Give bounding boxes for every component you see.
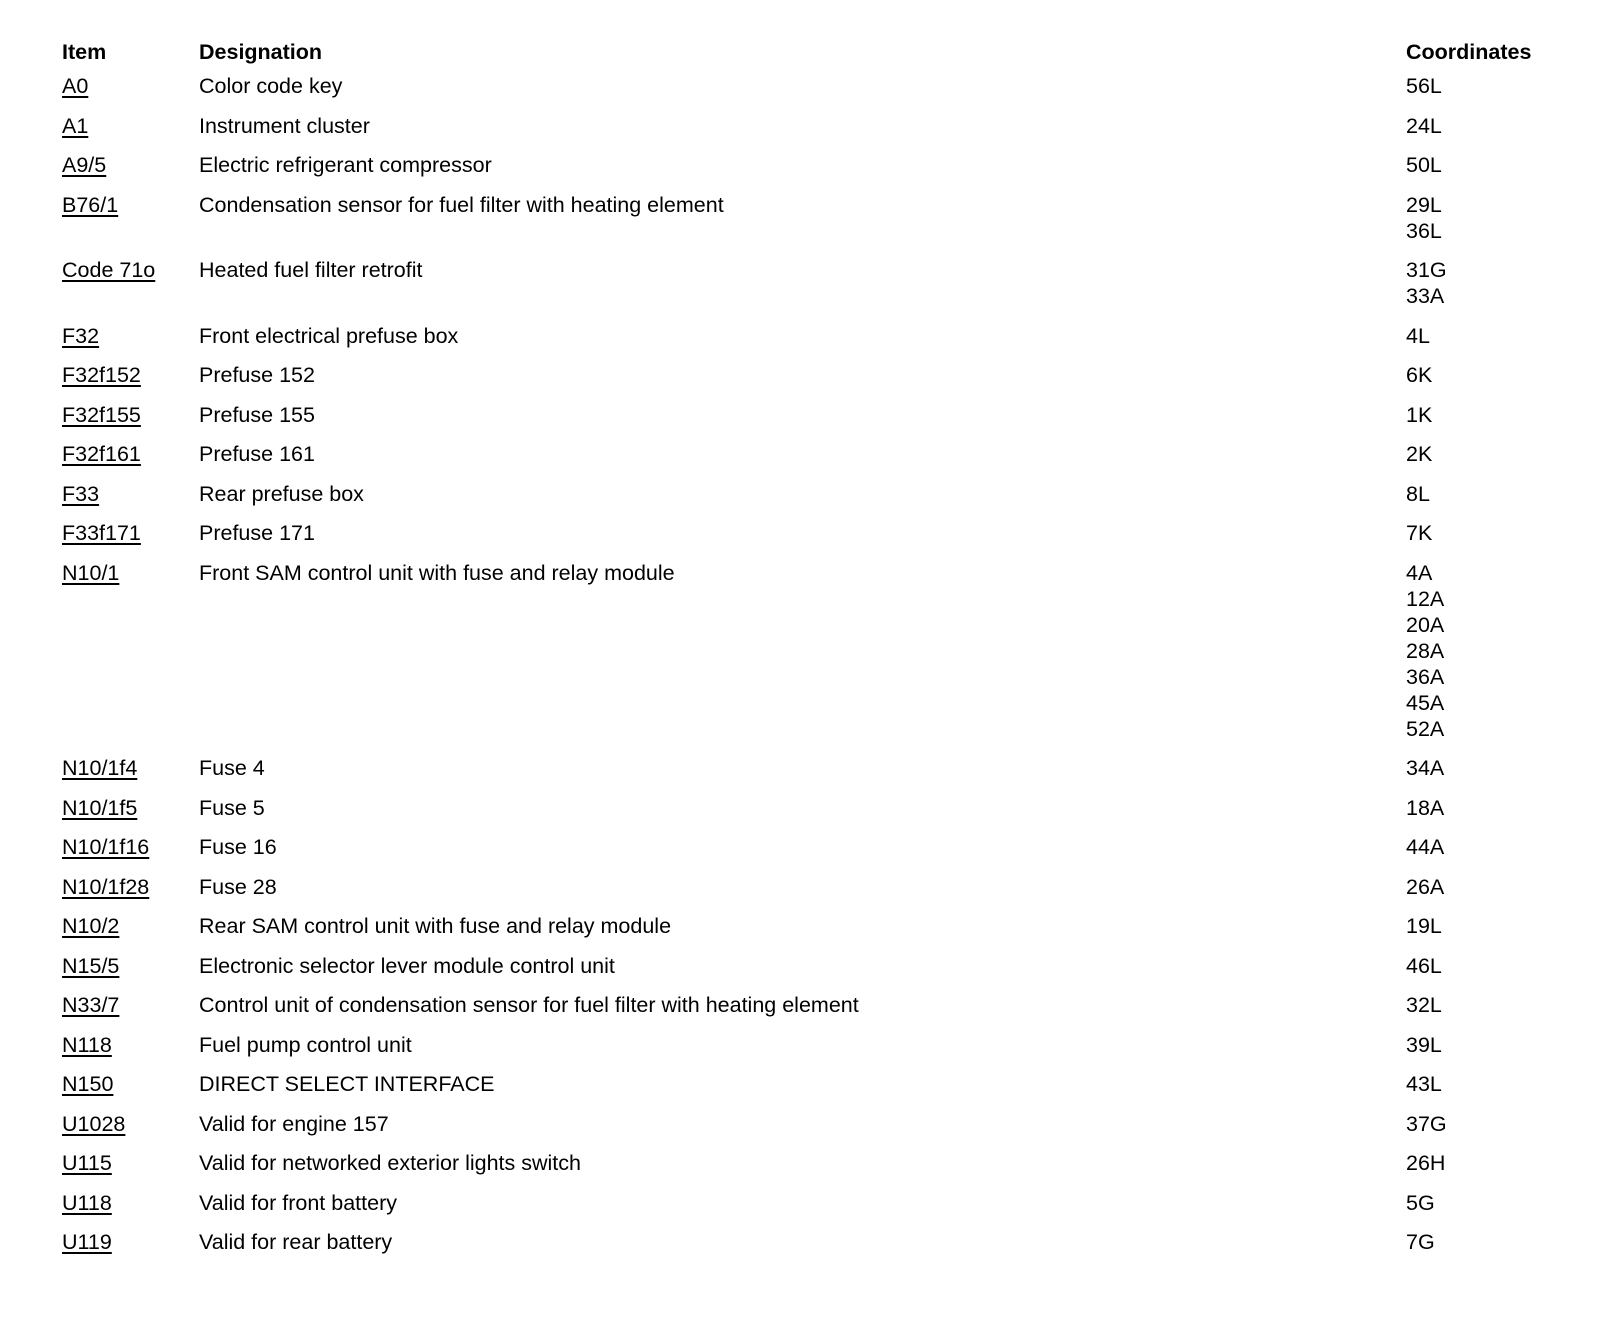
coordinates-cell bbox=[1406, 755, 1562, 795]
item-cell bbox=[62, 992, 199, 1032]
item-cell bbox=[62, 913, 199, 953]
table-row bbox=[62, 560, 1562, 756]
designation-cell: Rear prefuse box bbox=[199, 481, 364, 506]
coordinate-value: 18A bbox=[1406, 795, 1445, 820]
item-link[interactable]: N10/1f4 bbox=[62, 756, 138, 780]
coordinates-cell bbox=[1406, 113, 1562, 153]
item-link[interactable]: N10/1f5 bbox=[62, 795, 138, 820]
item-link[interactable]: N10/1f16 bbox=[62, 835, 150, 859]
item-cell bbox=[62, 402, 199, 442]
item-cell bbox=[62, 441, 199, 481]
coordinate-value: 20A bbox=[1406, 612, 1445, 637]
coordinates-cell bbox=[1406, 481, 1562, 521]
designation-cell: Prefuse 155 bbox=[199, 402, 315, 427]
table-row bbox=[62, 441, 1562, 481]
item-link[interactable]: N10/1 bbox=[62, 560, 120, 585]
table-row bbox=[62, 152, 1562, 192]
coordinates-cell bbox=[1406, 441, 1562, 481]
item-cell bbox=[62, 1190, 199, 1230]
table-row bbox=[62, 755, 1562, 795]
table-row bbox=[62, 192, 1562, 258]
designation-cell: Prefuse 171 bbox=[199, 521, 315, 545]
designation-cell: Valid for rear battery bbox=[199, 1230, 393, 1254]
table-row bbox=[62, 257, 1562, 323]
item-link[interactable]: U118 bbox=[62, 1190, 112, 1215]
coordinates-cell bbox=[1406, 257, 1562, 323]
item-cell bbox=[62, 1229, 199, 1269]
designation-cell: Control unit of condensation sensor for fuel filter with heating element bbox=[199, 993, 859, 1017]
coordinates-cell bbox=[1406, 520, 1562, 560]
item-link[interactable]: F32 bbox=[62, 323, 100, 348]
coordinates-column-header: Coordinates bbox=[1406, 40, 1532, 64]
item-cell bbox=[62, 834, 199, 874]
table-row bbox=[62, 113, 1562, 153]
item-link[interactable]: F32f155 bbox=[62, 402, 141, 427]
table-row bbox=[62, 362, 1562, 402]
coordinate-value: 46L bbox=[1406, 953, 1442, 978]
item-cell bbox=[62, 755, 199, 795]
designation-cell: Fuel pump control unit bbox=[199, 1032, 412, 1057]
designation-cell: Front SAM control unit with fuse and relay module bbox=[199, 560, 675, 585]
item-cell bbox=[62, 113, 199, 153]
coordinates-cell bbox=[1406, 323, 1562, 363]
item-cell bbox=[62, 323, 199, 363]
item-link[interactable]: N33/7 bbox=[62, 993, 120, 1017]
table-row bbox=[62, 834, 1562, 874]
coordinate-value: 33A bbox=[1406, 284, 1445, 308]
coordinates-cell bbox=[1406, 953, 1562, 993]
table-row bbox=[62, 992, 1562, 1032]
designation-cell: Electric refrigerant compressor bbox=[199, 153, 492, 177]
coordinates-cell bbox=[1406, 1150, 1562, 1190]
designation-cell: Valid for engine 157 bbox=[199, 1111, 389, 1136]
coordinates-cell bbox=[1406, 1229, 1562, 1269]
table-row bbox=[62, 402, 1562, 442]
designation-cell: Fuse 5 bbox=[199, 795, 265, 820]
table-row bbox=[62, 953, 1562, 993]
item-cell bbox=[62, 520, 199, 560]
item-cell bbox=[62, 73, 199, 113]
item-link[interactable]: N10/1f28 bbox=[62, 874, 150, 899]
item-link[interactable]: A0 bbox=[62, 74, 89, 98]
coordinate-value: 8L bbox=[1406, 481, 1430, 506]
coordinates-cell bbox=[1406, 992, 1562, 1032]
item-cell bbox=[62, 257, 199, 323]
item-cell bbox=[62, 874, 199, 914]
coordinate-value: 34A bbox=[1406, 756, 1445, 780]
table-row bbox=[62, 481, 1562, 521]
coordinates-cell bbox=[1406, 1190, 1562, 1230]
coordinates-cell bbox=[1406, 73, 1562, 113]
item-cell bbox=[62, 560, 199, 756]
item-cell bbox=[62, 152, 199, 192]
table-row bbox=[62, 874, 1562, 914]
coordinate-value: 28A bbox=[1406, 638, 1445, 663]
table-row bbox=[62, 73, 1562, 113]
designation-cell: Valid for networked exterior lights switch bbox=[199, 1151, 581, 1175]
item-column-header: Item bbox=[62, 40, 107, 64]
coordinate-value: 7K bbox=[1406, 521, 1433, 545]
table-row bbox=[62, 1150, 1562, 1190]
coordinates-cell bbox=[1406, 1032, 1562, 1072]
item-cell bbox=[62, 1071, 199, 1111]
coordinate-value: 12A bbox=[1406, 586, 1445, 611]
coordinate-value: 29L bbox=[1406, 192, 1442, 217]
coordinate-value: 24L bbox=[1406, 113, 1442, 138]
coordinate-value: 56L bbox=[1406, 74, 1442, 98]
table-row bbox=[62, 1032, 1562, 1072]
table-row bbox=[62, 1229, 1562, 1269]
designation-cell: Fuse 16 bbox=[199, 835, 277, 859]
item-cell bbox=[62, 795, 199, 835]
coordinate-value: 31G bbox=[1406, 258, 1447, 282]
designation-cell: Condensation sensor for fuel filter with heating element bbox=[199, 192, 724, 217]
coordinate-value: 4A bbox=[1406, 560, 1433, 585]
coordinates-cell bbox=[1406, 152, 1562, 192]
table-row bbox=[62, 795, 1562, 835]
coordinate-value: 50L bbox=[1406, 153, 1442, 177]
coordinate-value: 52A bbox=[1406, 716, 1445, 741]
coordinate-value: 19L bbox=[1406, 914, 1442, 938]
item-link[interactable]: N15/5 bbox=[62, 953, 120, 978]
coordinate-value: 43L bbox=[1406, 1072, 1442, 1096]
designation-cell: Front electrical prefuse box bbox=[199, 323, 459, 348]
coordinates-cell bbox=[1406, 192, 1562, 258]
coordinates-cell bbox=[1406, 1111, 1562, 1151]
item-link[interactable]: Code 71o bbox=[62, 258, 156, 282]
designation-cell: Rear SAM control unit with fuse and relay module bbox=[199, 914, 672, 938]
item-link[interactable]: F33f171 bbox=[62, 521, 141, 545]
table-row bbox=[62, 913, 1562, 953]
coordinates-cell bbox=[1406, 560, 1562, 756]
coordinate-value: 39L bbox=[1406, 1032, 1442, 1057]
designation-cell: Color code key bbox=[199, 74, 343, 98]
table-row bbox=[62, 323, 1562, 363]
designation-cell: DIRECT SELECT INTERFACE bbox=[199, 1072, 495, 1096]
coordinate-value: 37G bbox=[1406, 1111, 1447, 1136]
item-cell bbox=[62, 1150, 199, 1190]
designation-cell: Instrument cluster bbox=[199, 113, 370, 138]
designation-cell: Fuse 28 bbox=[199, 874, 277, 899]
coordinate-value: 5G bbox=[1406, 1190, 1435, 1215]
designation-cell: Fuse 4 bbox=[199, 756, 265, 780]
table-row bbox=[62, 1071, 1562, 1111]
designation-cell: Prefuse 152 bbox=[199, 363, 315, 387]
item-link[interactable]: U1028 bbox=[62, 1111, 126, 1136]
component-legend-table bbox=[62, 40, 1562, 1269]
item-link[interactable]: U115 bbox=[62, 1151, 112, 1175]
coordinates-cell bbox=[1406, 1071, 1562, 1111]
coordinate-value: 7G bbox=[1406, 1230, 1435, 1254]
item-cell bbox=[62, 1032, 199, 1072]
item-link[interactable]: A9/5 bbox=[62, 153, 107, 177]
coordinate-value: 2K bbox=[1406, 442, 1433, 466]
item-cell bbox=[62, 362, 199, 402]
coordinates-cell bbox=[1406, 913, 1562, 953]
item-link[interactable]: F32f161 bbox=[62, 442, 141, 466]
coordinates-cell bbox=[1406, 795, 1562, 835]
item-link[interactable]: N118 bbox=[62, 1032, 112, 1057]
item-link[interactable]: F32f152 bbox=[62, 363, 141, 387]
coordinate-value: 36A bbox=[1406, 664, 1445, 689]
designation-cell: Valid for front battery bbox=[199, 1190, 397, 1215]
designation-cell: Electronic selector lever module control unit bbox=[199, 953, 615, 978]
designation-column-header: Designation bbox=[199, 40, 323, 64]
coordinate-value: 26A bbox=[1406, 874, 1445, 899]
table-row bbox=[62, 1190, 1562, 1230]
table-row bbox=[62, 1111, 1562, 1151]
item-cell bbox=[62, 953, 199, 993]
coordinate-value: 26H bbox=[1406, 1151, 1446, 1175]
coordinate-value: 6K bbox=[1406, 363, 1433, 387]
coordinates-cell bbox=[1406, 362, 1562, 402]
coordinate-value: 36L bbox=[1406, 218, 1442, 243]
designation-cell: Heated fuel filter retrofit bbox=[199, 258, 423, 282]
coordinate-value: 44A bbox=[1406, 835, 1445, 859]
item-link[interactable]: U119 bbox=[62, 1230, 112, 1254]
item-cell bbox=[62, 192, 199, 258]
item-link[interactable]: A1 bbox=[62, 113, 89, 138]
coordinate-value: 45A bbox=[1406, 690, 1445, 715]
item-link[interactable]: B76/1 bbox=[62, 192, 119, 217]
item-link[interactable]: F33 bbox=[62, 481, 100, 506]
coordinate-value: 4L bbox=[1406, 323, 1430, 348]
designation-cell: Prefuse 161 bbox=[199, 442, 315, 466]
item-link[interactable]: N150 bbox=[62, 1072, 114, 1096]
item-cell bbox=[62, 1111, 199, 1151]
item-cell bbox=[62, 481, 199, 521]
coordinates-cell bbox=[1406, 834, 1562, 874]
coordinate-value: 1K bbox=[1406, 402, 1433, 427]
table-row bbox=[62, 520, 1562, 560]
coordinates-cell bbox=[1406, 402, 1562, 442]
header-row bbox=[62, 40, 1562, 73]
coordinate-value: 32L bbox=[1406, 993, 1442, 1017]
item-link[interactable]: N10/2 bbox=[62, 914, 120, 938]
coordinates-cell bbox=[1406, 874, 1562, 914]
